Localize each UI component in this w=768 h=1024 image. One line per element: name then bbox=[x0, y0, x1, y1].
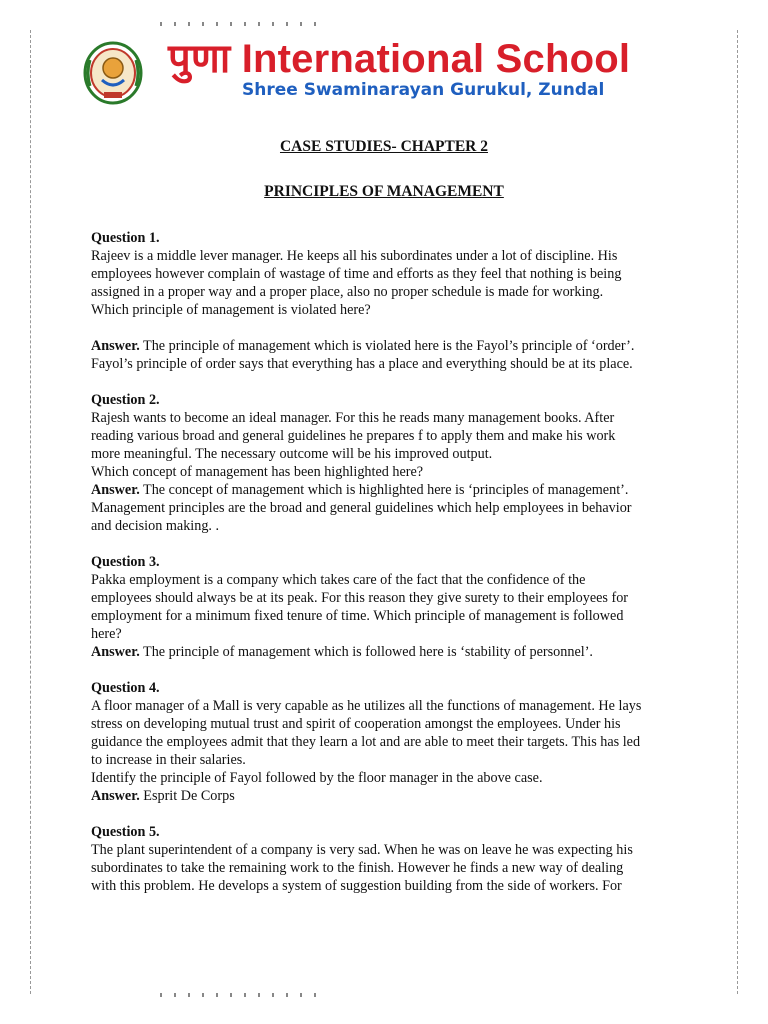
question-line: employees should always be at its peak. For this reason they give surety to their employees for bbox=[91, 590, 629, 606]
answer-label: Answer. bbox=[91, 482, 140, 498]
question-line: subordinates to take the remaining work to the finish. However he finds a new way of dealing bbox=[91, 860, 624, 876]
question-block-5 bbox=[91, 823, 691, 895]
answer-line: Answer. The concept of management which is highlighted here is ‘principles of management’. bbox=[91, 482, 629, 498]
document-title: CASE STUDIES- CHAPTER 2 bbox=[279, 138, 488, 155]
document-subject: PRINCIPLES OF MANAGEMENT bbox=[264, 183, 504, 200]
question-label: Question 2. bbox=[91, 392, 160, 408]
question-line: to increase in their salaries. bbox=[91, 752, 246, 768]
question-line: Pakka employment is a company which takes care of the fact that the confidence of the bbox=[91, 572, 586, 588]
answer-line: Management principles are the broad and general guidelines which help employees in behavior bbox=[91, 500, 632, 516]
answer-line: Answer. Esprit De Corps bbox=[91, 788, 235, 804]
answer-line: Fayol’s principle of order says that everything has a place and everything should be at its place. bbox=[91, 356, 633, 372]
answer-label: Answer. bbox=[91, 338, 140, 354]
question-block-1 bbox=[91, 229, 691, 373]
answer-label: Answer. bbox=[91, 644, 140, 660]
question-line: Rajesh wants to become an ideal manager. For this he reads many management books. After bbox=[91, 410, 615, 426]
left-page-border bbox=[30, 30, 31, 994]
question-label: Question 1. bbox=[91, 230, 160, 246]
school-logo-icon bbox=[82, 40, 144, 106]
question-line: with this problem. He develops a system of suggestion building from the side of workers. For bbox=[91, 878, 622, 894]
question-line: Rajeev is a middle lever manager. He keeps all his subordinates under a lot of discipline. His bbox=[91, 248, 618, 264]
question-line: assigned in a proper way and a proper place, also no proper schedule is made for working. bbox=[91, 284, 604, 300]
school-name: पुणा International School bbox=[168, 37, 631, 81]
question-line: more meaningful. The necessary outcome will be his improved output. bbox=[91, 446, 493, 462]
answer-label: Answer. bbox=[91, 788, 140, 804]
question-block-2 bbox=[91, 391, 691, 535]
question-line: Identify the principle of Fayol followed by the floor manager in the above case. bbox=[91, 770, 543, 786]
question-line: stress on developing mutual trust and spirit of cooperation amongst the employees. Under his bbox=[91, 716, 621, 732]
school-header bbox=[82, 36, 732, 110]
question-label: Question 3. bbox=[91, 554, 160, 570]
question-block-3 bbox=[91, 553, 691, 661]
question-line: Which principle of management is violated here? bbox=[91, 302, 371, 318]
answer-line: Answer. The principle of management which is violated here is the Fayol’s principle of ‘order’. bbox=[91, 338, 635, 354]
answer-line: Answer. The principle of management which is followed here is ‘stability of personnel’. bbox=[91, 644, 593, 660]
right-page-border bbox=[737, 30, 738, 994]
question-line: reading various broad and general guidelines he prepares f to apply them and make his work bbox=[91, 428, 616, 444]
top-dotted-line bbox=[160, 22, 320, 26]
question-line: Which concept of management has been highlighted here? bbox=[91, 464, 424, 480]
question-line: employees however complain of wastage of time and efforts as they feel that nothing is being bbox=[91, 266, 622, 282]
bottom-dotted-line bbox=[160, 993, 320, 997]
question-line: The plant superintendent of a company is very sad. When he was on leave he was expecting his bbox=[91, 842, 633, 858]
question-label: Question 5. bbox=[91, 824, 160, 840]
question-line: guidance the employees admit that they learn a lot and are able to meet their targets. This has led bbox=[91, 734, 641, 750]
answer-line: and decision making. . bbox=[91, 518, 220, 534]
question-block-4 bbox=[91, 679, 691, 805]
question-label: Question 4. bbox=[91, 680, 160, 696]
case-studies bbox=[91, 229, 691, 913]
school-subtitle: Shree Swaminarayan Gurukul, Zundal bbox=[242, 80, 605, 100]
question-line: A floor manager of a Mall is very capable as he utilizes all the functions of management. He lays bbox=[91, 698, 642, 714]
question-line: employment for a minimum fixed tenure of time. Which principle of management is followed bbox=[91, 608, 624, 624]
question-line: here? bbox=[91, 626, 122, 642]
